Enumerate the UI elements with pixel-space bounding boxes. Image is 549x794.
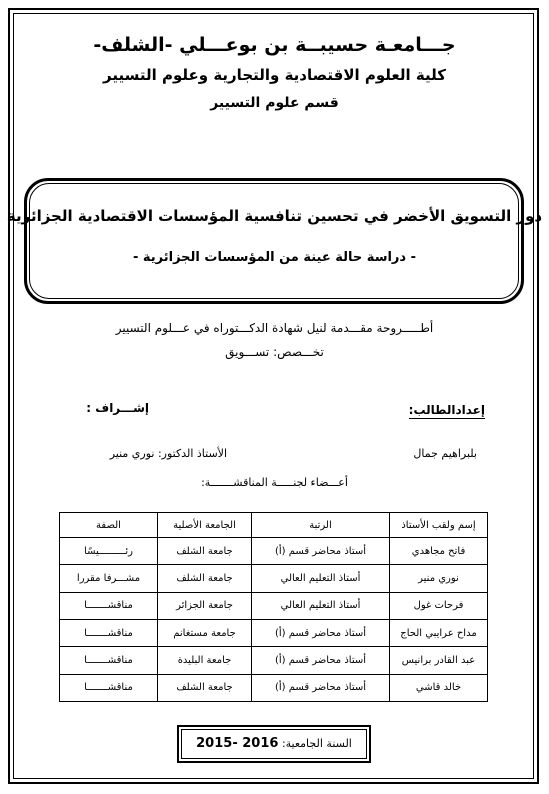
supervisor-name: الأستاذ الدكتور: نوري منير [109,447,227,460]
member-role: رئـــــــــيسًا [60,538,158,565]
table-header-row [60,513,488,538]
member-name: مداح عرايبي الحاج [390,619,488,646]
university-name: جـــامعـة حسيبــة بن بوعـــلي -الشلف- [93,34,456,56]
member-rank: أستاذ محاضر قسم (أ) [252,674,390,701]
member-role: مشـــرفا مقررا [60,565,158,592]
department-name: قسم علوم التسيير [210,95,339,111]
supervision-label: إشـــراف : [86,401,149,415]
member-name: خالد قاشي [390,674,488,701]
member-name: فاتح مجاهدي [390,538,488,565]
member-university: جامعة الشلف [158,538,252,565]
member-rank: أستاذ محاضر قسم (أ) [252,619,390,646]
thesis-description: أطـــــروحة مقـــدمة لنيل شهادة الدكـــتوراه في عـــلوم التسيير [115,321,434,335]
member-rank: أستاذ التعليم العالي [252,565,390,592]
member-rank: أستاذ محاضر قسم (أ) [252,647,390,674]
table-row [60,565,488,592]
committee-label: أعـــضاء لجنـــــة المناقشـــــــة: [201,476,348,489]
member-role: مناقشـــــــا [60,647,158,674]
member-rank: أستاذ محاضر قسم (أ) [252,538,390,565]
table-row [60,538,488,565]
academic-year-label: السنة الجامعية: [281,737,352,750]
prepared-by-label: إعدادالطالب: [408,403,485,417]
title-box-inner-border [29,183,519,299]
student-name: بلبراهيم جمال [413,447,477,460]
member-name: عبد القادر برانيس [390,647,488,674]
member-role: مناقشـــــــا [60,674,158,701]
academic-year-value: 2015- 2016 [196,736,279,751]
member-university: جامعة الجزائر [158,592,252,619]
thesis-subtitle: - دراسة حالة عينة من المؤسسات الجزائرية - [132,250,417,265]
table-row [60,674,488,701]
member-name: فرحات غول [390,592,488,619]
committee-table [59,512,488,702]
member-role: مناقشـــــــا [60,619,158,646]
member-rank: أستاذ التعليم العالي [252,592,390,619]
thesis-title: دور التسويق الأخضر في تحسين تنافسية المؤسسات الاقتصادية الجزائرية [6,207,543,225]
table-row [60,592,488,619]
table-row [60,647,488,674]
faculty-name: كلية العلوم الاقتصادية والتجارية وعلوم التسيير [103,66,446,84]
member-role: مناقشـــــــا [60,592,158,619]
member-university: جامعة الشلف [158,674,252,701]
specialty: تخـــصص: تســـويق [225,345,324,359]
header-name: إسم ولقب الأستاذ [390,513,488,538]
header-role: الصفة [60,513,158,538]
header-university: الجامعة الأصلية [158,513,252,538]
academic-year [181,736,367,751]
member-university: جامعة مستغانم [158,619,252,646]
member-name: نوري منير [390,565,488,592]
table-row [60,619,488,646]
member-university: جامعة الشلف [158,565,252,592]
member-university: جامعة البليدة [158,647,252,674]
header-rank: الرتبة [252,513,390,538]
